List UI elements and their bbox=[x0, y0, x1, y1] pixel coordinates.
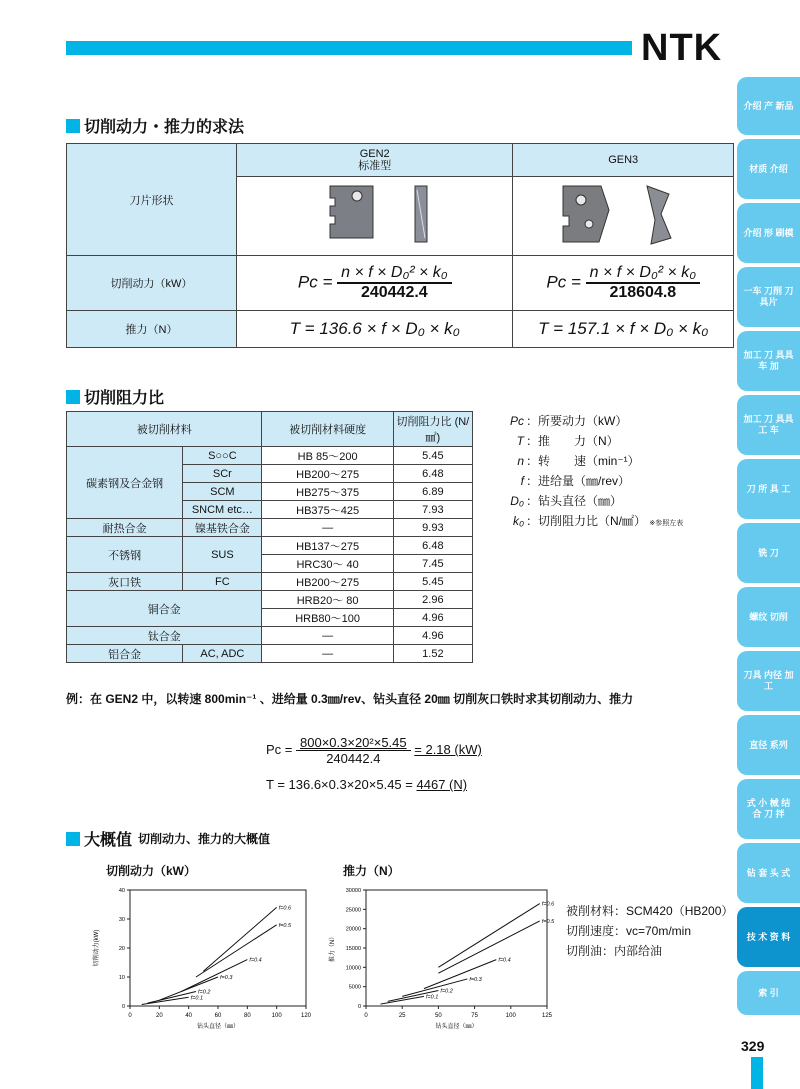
y-tick-label: 10000 bbox=[345, 965, 361, 972]
y-tick-label: 10 bbox=[118, 975, 125, 981]
sidebar-tab[interactable]: 一车 刀削 刀 具片 bbox=[737, 267, 800, 327]
table-row: SCM HB275～375 6.89 bbox=[67, 483, 473, 501]
row-label-power: 切削动力（kW） bbox=[67, 256, 237, 311]
sidebar-tab[interactable]: 介绍 产 新品 bbox=[737, 77, 800, 135]
symbol-legend bbox=[502, 411, 683, 534]
sidebar-tab[interactable]: 刀具 内径 加工 bbox=[737, 651, 800, 711]
sidebar-tab[interactable]: 加工 刀 具具 工 车 bbox=[737, 395, 800, 455]
sidebar-tab[interactable]: 材质 介绍 bbox=[737, 139, 800, 199]
gen3-insert-icon bbox=[543, 180, 703, 250]
series-line bbox=[148, 992, 196, 1004]
table-row: 耐热合金 镍基铁合金 — 9.93 bbox=[67, 519, 473, 537]
header-accent-bar bbox=[66, 41, 632, 55]
section-marker-icon bbox=[66, 119, 80, 133]
sidebar-tab[interactable]: 螺纹 切削 bbox=[737, 587, 800, 647]
legend-item: f ：进给量（㎜/rev） bbox=[520, 474, 631, 488]
sidebar-tab[interactable]: 介绍 形 刷模 bbox=[737, 203, 800, 263]
table-row: SNCM etc… HB375～425 7.93 bbox=[67, 501, 473, 519]
section-title-resistance: 切削阻力比 bbox=[66, 385, 164, 408]
y-tick-label: 30 bbox=[118, 917, 125, 923]
y-axis-label: 切削动力(kW) bbox=[94, 929, 100, 967]
x-axis-label: 钻头直径（㎜） bbox=[435, 1024, 478, 1030]
sidebar-tab[interactable]: 直径 系列 bbox=[737, 715, 800, 775]
legend-item: k₀ ：切削阻力比（N/㎟） ※参照左表 bbox=[512, 514, 684, 528]
row-label-thrust: 推力（N） bbox=[67, 311, 237, 348]
gen3-insert-image bbox=[513, 177, 734, 256]
condition-material: 被削材料：SCM420（HB200） bbox=[566, 904, 734, 918]
section-title-approx: 大概值 切削动力、推力的大概值 bbox=[66, 827, 270, 850]
series-label: f=0.5 bbox=[541, 918, 555, 925]
head-material: 被切削材料 bbox=[67, 412, 262, 447]
gen2-insert-image bbox=[237, 177, 513, 256]
series-label: f=0.3 bbox=[220, 975, 233, 981]
sidebar-tab[interactable]: 加工 刀 具具 车 加 bbox=[737, 331, 800, 391]
page-accent-bar bbox=[751, 1057, 763, 1089]
x-tick-label: 100 bbox=[271, 1013, 282, 1019]
x-tick-label: 40 bbox=[185, 1013, 193, 1019]
table-row: 不锈钢 SUS HB137～275 6.48 bbox=[67, 537, 473, 555]
section-marker-icon bbox=[66, 390, 80, 404]
chart-power-title: 切削动力（kW） bbox=[106, 864, 197, 878]
sidebar-tab[interactable]: 式 小 械 结 合 刀 拌 bbox=[737, 779, 800, 839]
chart-thrust-title: 推力（N） bbox=[343, 864, 400, 878]
y-tick-label: 0 bbox=[357, 1004, 361, 1010]
x-tick-label: 80 bbox=[243, 1013, 251, 1019]
series-line bbox=[438, 904, 539, 968]
head-hardness: 被切削材料硬度 bbox=[262, 412, 393, 447]
y-axis-label: 推力（N） bbox=[330, 933, 336, 963]
y-tick-label: 5000 bbox=[348, 984, 361, 991]
series-line bbox=[424, 960, 496, 989]
section-marker-icon bbox=[66, 832, 80, 846]
row-label-shape: 刀片形状 bbox=[67, 144, 237, 256]
x-tick-label: 100 bbox=[505, 1013, 516, 1019]
legend-item: n ：转 速（min⁻¹） bbox=[517, 454, 640, 468]
table-row: HRB80～100 4.96 bbox=[67, 609, 473, 627]
x-axis-label: 钻头直径（㎜） bbox=[196, 1024, 240, 1030]
x-tick-label: 60 bbox=[214, 1013, 222, 1019]
table-row: 铜合金 HRB20～ 80 2.96 bbox=[67, 591, 473, 609]
sidebar-tab[interactable]: 刀 所 具 工 bbox=[737, 459, 800, 519]
x-tick-label: 125 bbox=[541, 1013, 553, 1019]
y-tick-label: 20000 bbox=[345, 926, 361, 933]
example-power-calc: Pc = $\frac{\text{800×0.3×20²×5.45}}{240442.4}$ = 2.18 (kW) bbox=[266, 735, 482, 766]
y-tick-label: 20 bbox=[118, 946, 125, 952]
series-line bbox=[196, 925, 277, 977]
example-thrust-calc: T = 136.6×0.3×20×5.45 = 4467 (N) bbox=[266, 777, 468, 792]
thrust-chart bbox=[326, 882, 561, 1032]
series-line bbox=[181, 960, 247, 992]
head-ratio: 切削阻力比 (N/㎟) bbox=[393, 412, 472, 447]
x-tick-label: 75 bbox=[471, 1013, 478, 1019]
series-label: f=0.4 bbox=[498, 957, 511, 964]
series-label: f=0.4 bbox=[249, 957, 262, 964]
series-label: f=0.3 bbox=[469, 976, 482, 983]
table-row: HRC30～ 40 7.45 bbox=[67, 555, 473, 573]
condition-oil: 切削油：内部给油 bbox=[566, 944, 663, 958]
x-tick-label: 50 bbox=[435, 1013, 442, 1019]
series-label: f=0.2 bbox=[440, 988, 453, 995]
y-tick-label: 0 bbox=[121, 1004, 125, 1010]
col-head-gen3: GEN3 bbox=[513, 144, 734, 177]
series-label: f=0.5 bbox=[278, 922, 292, 929]
table-row: 钛合金 — 4.96 bbox=[67, 627, 473, 645]
series-label: f=0.1 bbox=[425, 994, 439, 1001]
series-line bbox=[380, 996, 423, 1004]
gen2-thrust-formula: T = 136.6 × f × D₀ × k₀ bbox=[237, 311, 513, 348]
table-row: SCr HB200～275 6.48 bbox=[67, 465, 473, 483]
legend-item: Pc ：所要动力（kW） bbox=[509, 414, 628, 428]
legend-item: T ：推 力（N） bbox=[516, 434, 619, 448]
y-tick-label: 40 bbox=[118, 888, 125, 894]
table-row: 灰口铁 FC HB200～275 5.45 bbox=[67, 573, 473, 591]
series-label: f=0.1 bbox=[190, 995, 204, 1002]
y-tick-label: 15000 bbox=[345, 946, 361, 952]
condition-speed: 切削速度：vc=70m/min bbox=[566, 924, 692, 938]
sidebar-tab[interactable]: 铣 刀 bbox=[737, 523, 800, 583]
gen3-thrust-formula: T = 157.1 × f × D₀ × k₀ bbox=[513, 311, 734, 348]
col-head-gen2: GEN2 标准型 bbox=[237, 144, 513, 177]
series-line bbox=[438, 921, 539, 973]
resistance-ratio-table bbox=[66, 411, 473, 663]
brand-logo: NTK bbox=[641, 27, 723, 69]
example-text: 例：在 GEN2 中，以转速 800min⁻¹ 、进给量 0.3㎜/rev、钻头直径 20㎜ 切削灰口铁时求其切削动力、推力 bbox=[66, 692, 634, 706]
x-tick-label: 25 bbox=[398, 1013, 406, 1019]
plot-frame bbox=[366, 890, 547, 1006]
x-tick-label: 0 bbox=[364, 1013, 368, 1019]
x-tick-label: 0 bbox=[128, 1013, 132, 1019]
table-row: 铝合金 AC, ADC — 1.52 bbox=[67, 645, 473, 663]
legend-item: D₀ ：钻头直径（㎜） bbox=[510, 494, 623, 508]
y-tick-label: 25000 bbox=[345, 907, 361, 914]
x-tick-label: 20 bbox=[155, 1013, 163, 1019]
gen2-insert-icon bbox=[275, 180, 475, 250]
gen2-power-formula: Pc = $\frac{\text{n × f × D₀² × k₀}}{240442.4}$ bbox=[237, 256, 513, 311]
sidebar-tab[interactable]: 技 术 资 料 bbox=[737, 907, 800, 967]
series-line bbox=[203, 907, 276, 971]
series-label: f=0.6 bbox=[278, 905, 292, 912]
series-label: f=0.6 bbox=[541, 901, 555, 908]
series-label: f=0.2 bbox=[198, 989, 211, 996]
sidebar-index bbox=[737, 77, 800, 1019]
cutting-conditions bbox=[566, 901, 733, 961]
gen3-power-formula: Pc = $\frac{\text{n × f × D₀² × k₀}}{218604.8}$ bbox=[513, 256, 734, 311]
y-tick-label: 30000 bbox=[345, 888, 361, 894]
x-tick-label: 120 bbox=[300, 1013, 312, 1019]
sidebar-tab[interactable]: 索 引 bbox=[737, 971, 800, 1015]
power-thrust-formula-table bbox=[66, 143, 734, 348]
page-number: 329 bbox=[741, 1038, 765, 1054]
power-chart bbox=[90, 882, 320, 1032]
section-title-power-thrust: 切削动力・推力的求法 bbox=[66, 114, 244, 137]
sidebar-tab[interactable]: 钻 套 头 式 bbox=[737, 843, 800, 903]
table-row: 碳素钢及合金钢 S○○C HB 85～200 5.45 bbox=[67, 447, 473, 465]
